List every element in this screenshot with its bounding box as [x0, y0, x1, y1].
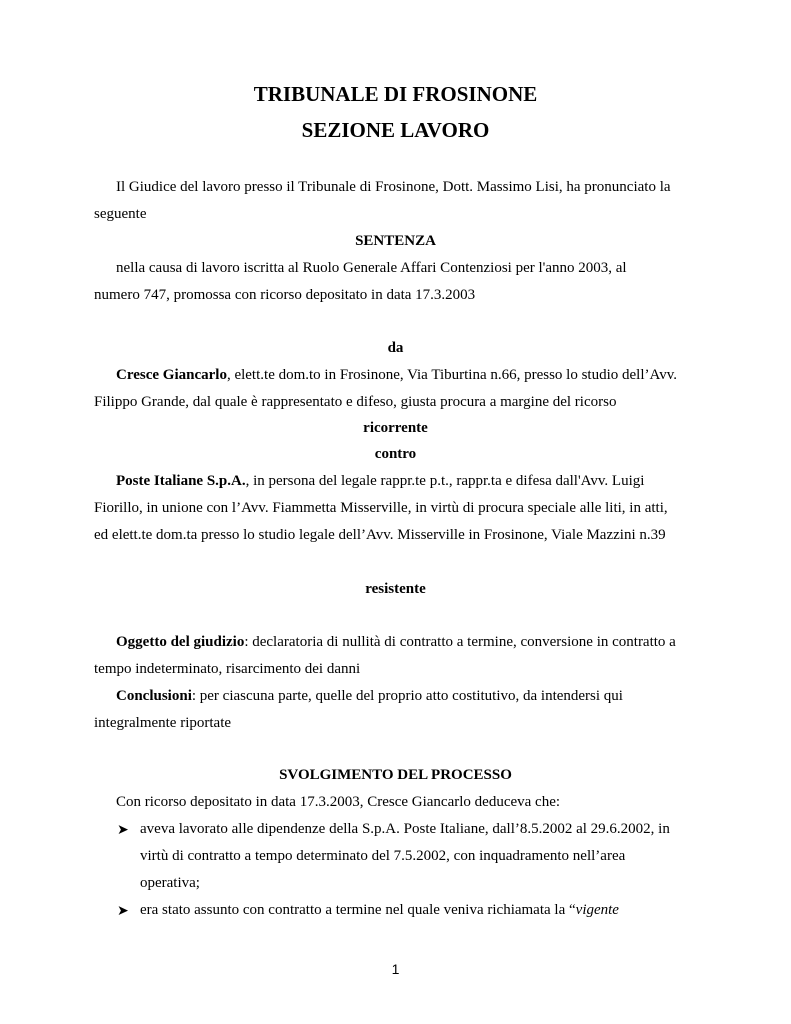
ricorrente-heading: ricorrente	[363, 420, 428, 436]
oggetto-label: Oggetto del giudizio	[116, 634, 245, 650]
causa-line-1: nella causa di lavoro iscritta al Ruolo Generale Affari Contenziosi per l'anno 2003, al	[116, 260, 627, 276]
conclusioni-line-1-text: : per ciascuna parte, quelle del proprio atto costitutivo, da intendersi qui	[191, 688, 623, 704]
conclusioni-line-1	[116, 688, 623, 705]
oggetto-line-2: tempo indeterminato, risarcimento dei danni	[94, 661, 361, 677]
svolgimento-heading: SVOLGIMENTO DEL PROCESSO	[279, 767, 512, 783]
sentenza-heading: SENTENZA	[355, 233, 436, 249]
da-heading: da	[387, 340, 404, 356]
bullet-1-line-3: operativa;	[140, 875, 200, 891]
court-title: TRIBUNALE DI FROSINONE	[253, 82, 538, 106]
intro-line-2: seguente	[94, 206, 147, 222]
arrow-bullet-icon: ➤	[117, 822, 129, 838]
oggetto-line-1-text: : declaratoria di nullità di contratto a termine, conversione in contratto a	[244, 634, 676, 650]
conclusioni-label: Conclusioni	[116, 688, 192, 704]
resistente-line-1-text: , in persona del legale rappr.te p.t., rappr.ta e difesa dall'Avv. Luigi	[245, 473, 645, 489]
arrow-bullet-icon: ➤	[117, 903, 129, 919]
resistente-line-2: Fiorillo, in unione con l’Avv. Fiammetta Misserville, in virtù di procura speciale alle liti, in atti,	[94, 500, 668, 516]
resistente-line-1	[116, 473, 644, 490]
conclusioni-line-2: integralmente riportate	[94, 715, 232, 731]
causa-line-2: numero 747, promossa con ricorso depositato in data 17.3.2003	[94, 287, 476, 303]
bullet-1-line-1: aveva lavorato alle dipendenze della S.p.A. Poste Italiane, dall’8.5.2002 al 29.6.2002, in	[140, 821, 670, 837]
bullet-1-line-2: virtù di contratto a tempo determinato del 7.5.2002, con inquadramento nell’area	[140, 848, 626, 864]
svolgimento-intro: Con ricorso depositato in data 17.3.2003, Cresce Giancarlo deduceva che:	[116, 794, 561, 810]
bullet-2-line-1-text: era stato assunto con contratto a termine nel quale veniva richiamata la “	[140, 902, 576, 918]
contro-heading: contro	[374, 446, 417, 462]
resistente-line-3: ed elett.te dom.ta presso lo studio legale dell’Avv. Misserville in Frosinone, Viale Mazzini n.39	[94, 527, 666, 543]
resistente-heading: resistente	[365, 581, 426, 597]
ricorrente-line-2: Filippo Grande, dal quale è rappresentato e difeso, giusta procura a margine del ricorso	[94, 394, 617, 410]
bullet-2-italic: vigente	[575, 902, 619, 918]
ricorrente-line-1	[116, 367, 677, 384]
page-number: 1	[391, 961, 400, 977]
resistente-name: Poste Italiane S.p.A.	[116, 473, 246, 489]
intro-line-1: Il Giudice del lavoro presso il Tribunale di Frosinone, Dott. Massimo Lisi, ha pronunciato la	[116, 179, 671, 195]
ricorrente-line-1-text: , elett.te dom.to in Frosinone, Via Tiburtina n.66, presso lo studio dell’Avv.	[226, 367, 678, 383]
oggetto-line-1	[116, 634, 676, 651]
ricorrente-name: Cresce Giancarlo	[116, 367, 227, 383]
bullet-2-line-1	[140, 902, 619, 919]
section-title: SEZIONE LAVORO	[301, 118, 490, 142]
